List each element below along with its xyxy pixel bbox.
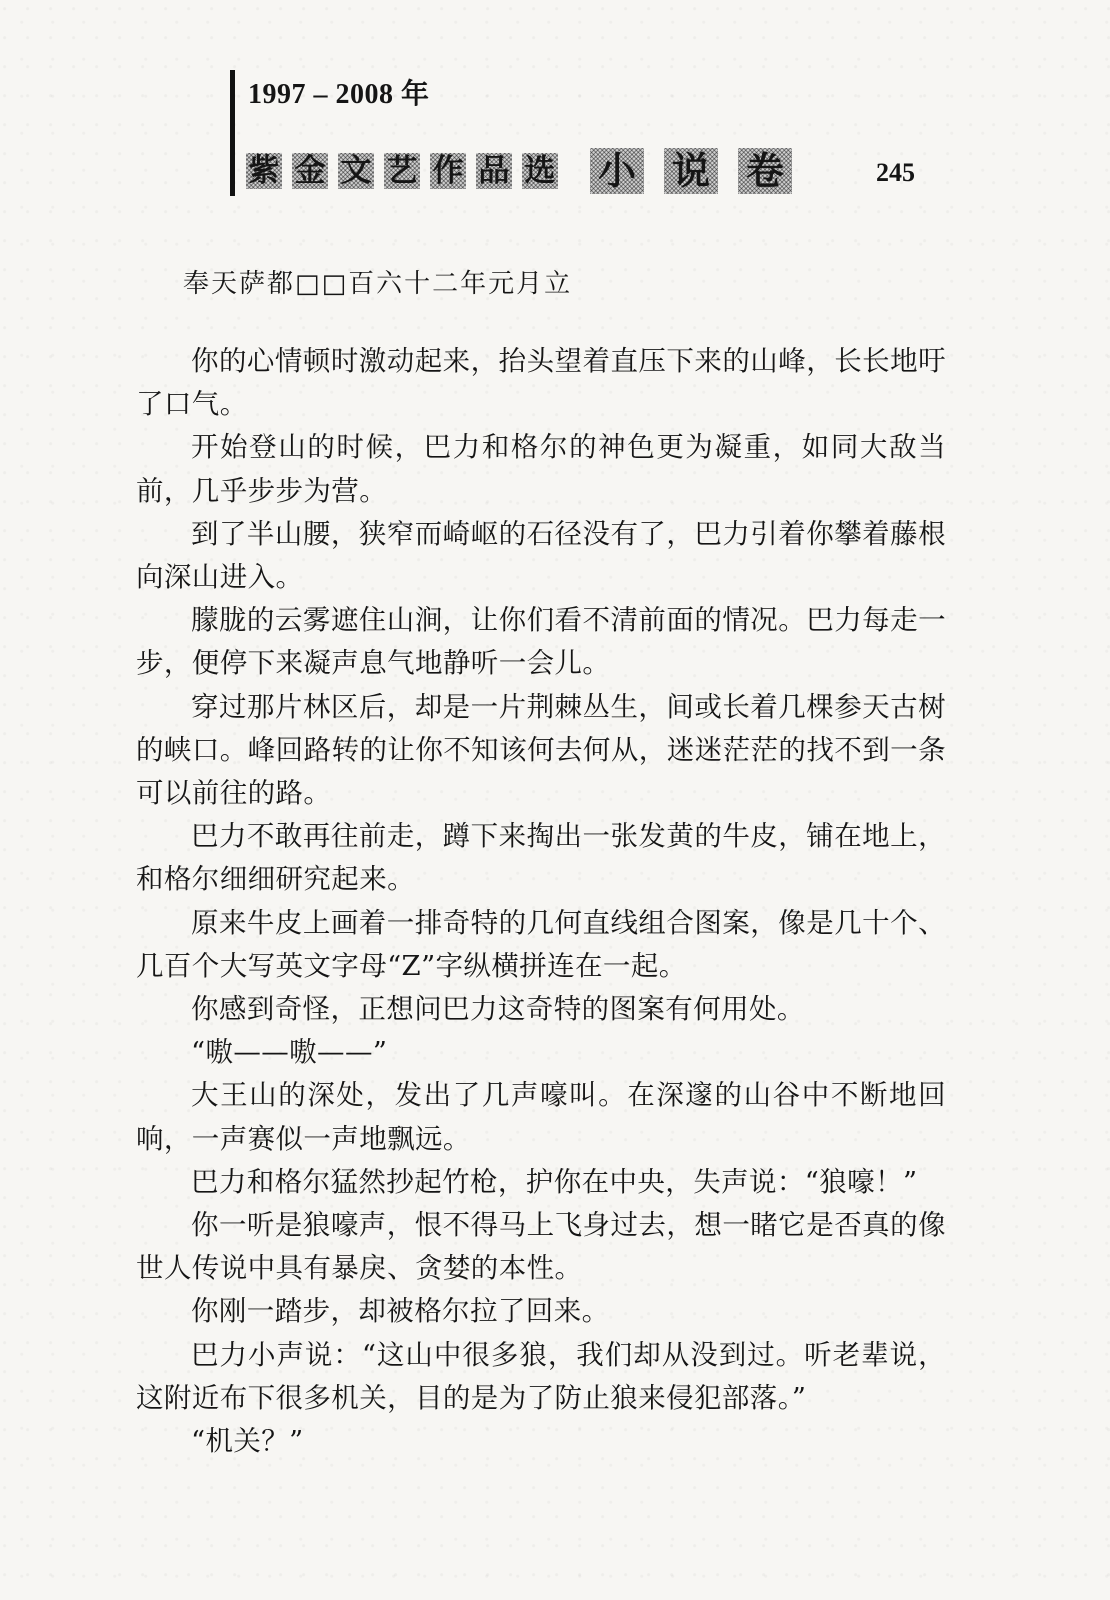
series-title-char: 文: [338, 153, 374, 189]
volume-title: [590, 148, 812, 194]
paragraph: “机关？”: [191, 1425, 304, 1458]
paragraph: 你刚一踏步，却被格尔拉了回来。: [191, 1295, 610, 1328]
paragraph: 你一听是狼嚎声，恨不得马上飞身过去，想一睹它是否真的像世人传说中具有暴戾、贪婪的本性。: [136, 1209, 946, 1285]
volume-title-char: 小: [590, 148, 644, 194]
series-title-char: 品: [476, 153, 512, 189]
paragraph: 开始登山的时候，巴力和格尔的神色更为凝重，如同大敌当前，几乎步步为营。: [136, 431, 946, 507]
paragraph: 巴力不敢再往前走，蹲下来掏出一张发黄的牛皮，铺在地上，和格尔细细研究起来。: [136, 820, 946, 896]
series-title-char: 紫: [246, 153, 282, 189]
header-vertical-rule: [230, 70, 235, 196]
series-title-char: 艺: [384, 153, 420, 189]
paragraph: 你的心情顿时激动起来，抬头望着直压下来的山峰，长长地吁了口气。: [136, 345, 946, 421]
header-year-range: 1997 – 2008 年: [248, 79, 430, 110]
paragraph: 到了半山腰，狭窄而崎岖的石径没有了，巴力引着你攀着藤根向深山进入。: [136, 517, 946, 594]
series-title-char: 作: [430, 153, 466, 189]
paragraph: 大王山的深处，发出了几声嚎叫。在深邃的山谷中不断地回响，一声赛似一声地飘远。: [136, 1079, 946, 1155]
paragraph: 巴力和格尔猛然抄起竹枪，护你在中央，失声说：“狼嚎！”: [191, 1165, 918, 1198]
body-text: [136, 340, 946, 1463]
paragraph: 巴力小声说：“这山中很多狼，我们却从没到过。听老辈说，这附近布下很多机关，目的是为了防止狼来侵犯部落。”: [136, 1338, 946, 1414]
paragraph: “嗷——嗷——”: [191, 1036, 388, 1069]
volume-title-char: 说: [664, 148, 718, 194]
volume-title-char: 卷: [738, 148, 792, 194]
series-title-char: 选: [522, 153, 558, 189]
series-title-char: 金: [292, 153, 328, 189]
header-series-title: [246, 148, 812, 194]
paragraph: 原来牛皮上画着一排奇特的几何直线组合图案，像是几十个、几百个大写英文字母“Z”字纵横拼连在一起。: [136, 906, 946, 982]
paragraph: 朦胧的云雾遮住山涧，让你们看不清前面的情况。巴力每走一步，便停下来凝声息气地静听一会儿。: [136, 604, 946, 680]
inscription-line: 奉天萨都□□百六十二年元月立: [183, 269, 573, 299]
paragraph: 你感到奇怪，正想问巴力这奇特的图案有何用处。: [191, 993, 805, 1026]
page-number: 245: [876, 158, 915, 187]
paragraph: 穿过那片林区后，却是一片荆棘丛生，间或长着几棵参天古树的峡口。峰回路转的让你不知该何去何从，迷迷茫茫的找不到一条可以前往的路。: [136, 690, 946, 810]
